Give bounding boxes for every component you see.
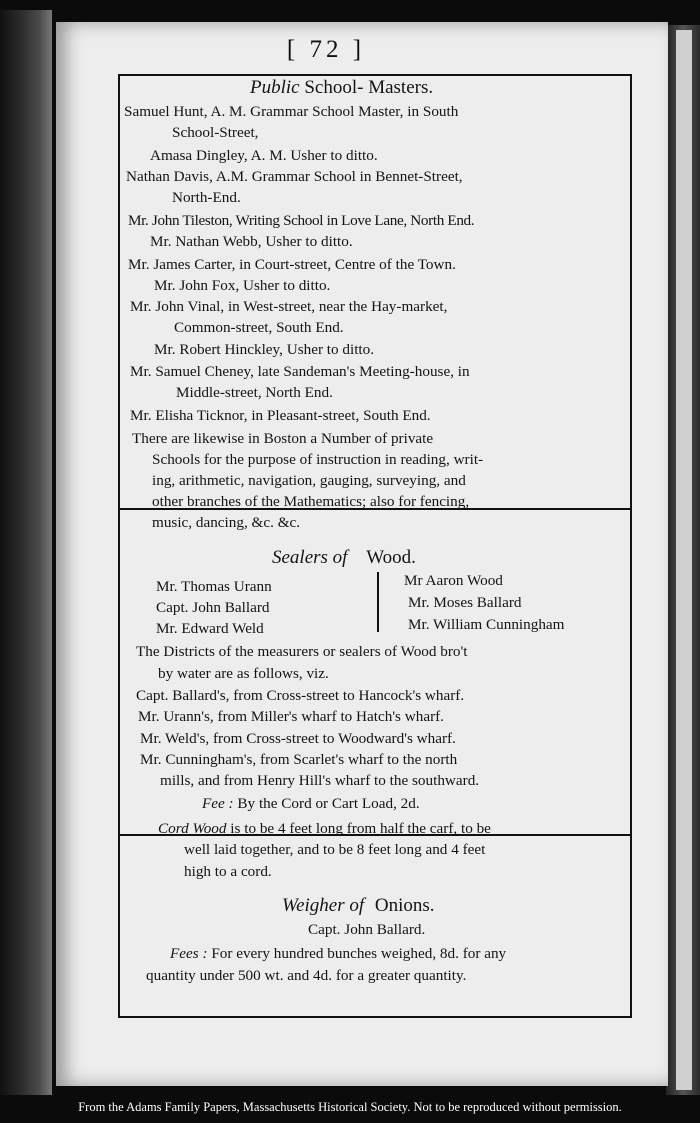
onions-heading: Weigher of Onions. <box>282 895 435 916</box>
text-line: high to a cord. <box>184 863 272 880</box>
text-line: by water are as follows, viz. <box>158 665 329 682</box>
text-line: Mr. Robert Hinckley, Usher to ditto. <box>154 341 375 358</box>
fee-line: Fee : By the Cord or Cart Load, 2d. <box>202 795 420 812</box>
text-line: Mr. John Fox, Usher to ditto. <box>154 277 331 294</box>
text-line: other branches of the Mathematics; also for fencing, <box>152 493 470 510</box>
copyright-caption: From the Adams Family Papers, Massachusetts Historical Society. Not to be reproduced without permission. <box>78 1100 622 1114</box>
text-line: Common-street, South End. <box>174 319 344 336</box>
text-line: Capt. Ballard's, from Cross-street to Hancock's wharf. <box>136 687 465 704</box>
text-line: The Districts of the measurers or sealers of Wood bro't <box>136 643 468 660</box>
text-line: Mr. Samuel Cheney, late Sandeman's Meeting-house, in <box>130 363 470 380</box>
text-line: mills, and from Henry Hill's wharf to the southward. <box>160 772 480 789</box>
page-number: [ 72 ] <box>286 36 366 63</box>
sealer-name: Mr. William Cunningham <box>408 616 565 633</box>
cord-wood-line: Cord Wood is to be 4 feet long from half the carf, to be <box>158 820 491 837</box>
text-line: There are likewise in Boston a Number of private <box>132 430 434 447</box>
text-line: Mr. Nathan Webb, Usher to ditto. <box>150 233 353 250</box>
school-masters-heading: Public School- Masters. <box>250 77 434 98</box>
fees-line: Fees : For every hundred bunches weighed, 8d. for any <box>170 945 507 962</box>
sealers-heading: Sealers of Wood. <box>272 547 416 568</box>
text-line: quantity under 500 wt. and 4d. for a greater quantity. <box>146 967 467 984</box>
text-line: School-Street, <box>172 124 259 141</box>
book-spine-left <box>0 10 52 1095</box>
text-line: North-End. <box>172 189 241 206</box>
book-page <box>56 22 668 1086</box>
sealer-name: Mr. Moses Ballard <box>408 594 522 611</box>
text-line: Mr. James Carter, in Court-street, Centre of the Town. <box>128 256 456 273</box>
sealer-name: Mr. Thomas Urann <box>156 578 272 595</box>
column-divider <box>377 572 379 632</box>
next-page-edge <box>676 30 692 1090</box>
text-line: music, dancing, &c. &c. <box>152 514 301 531</box>
onions-officer: Capt. John Ballard. <box>308 921 426 938</box>
text-line: Mr. John Vinal, in West-street, near the Hay-market, <box>130 298 448 315</box>
text-line: well laid together, and to be 8 feet long and 4 feet <box>184 841 486 858</box>
text-line: Mr. Weld's, from Cross-street to Woodward's wharf. <box>140 730 456 747</box>
text-line: Samuel Hunt, A. M. Grammar School Master, in South <box>124 103 459 120</box>
text-line: Schools for the purpose of instruction in reading, writ- <box>152 451 484 468</box>
text-line: ing, arithmetic, navigation, gauging, surveying, and <box>152 472 466 489</box>
text-line: Middle-street, North End. <box>176 384 333 401</box>
text-line: Mr. John Tileston, Writing School in Love Lane, North End. <box>128 212 475 229</box>
sealer-name: Mr. Edward Weld <box>156 620 264 637</box>
text-line: Mr. Cunningham's, from Scarlet's wharf to the north <box>140 751 458 768</box>
sealer-name: Mr Aaron Wood <box>404 572 503 589</box>
text-line: Mr. Elisha Ticknor, in Pleasant-street, South End. <box>130 407 431 424</box>
text-line: Mr. Urann's, from Miller's wharf to Hatch's wharf. <box>138 708 444 725</box>
text-line: Amasa Dingley, A. M. Usher to ditto. <box>150 147 378 164</box>
sealer-name: Capt. John Ballard <box>156 599 270 616</box>
text-line: Nathan Davis, A.M. Grammar School in Bennet-Street, <box>126 168 463 185</box>
